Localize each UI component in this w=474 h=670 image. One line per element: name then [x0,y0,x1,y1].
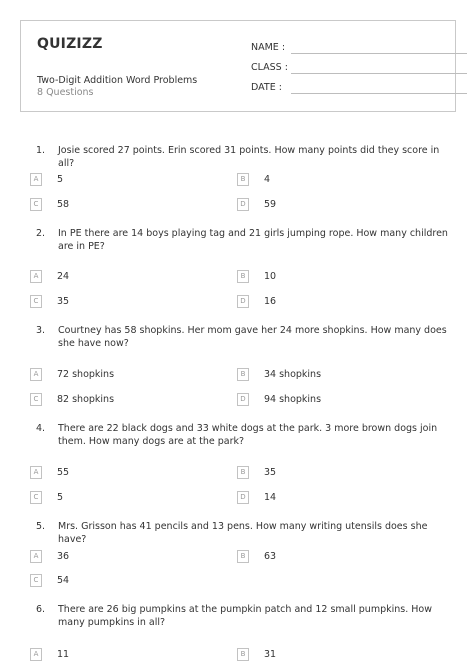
option-letter-box: C [30,295,42,308]
option-letter-box: B [237,270,249,283]
question-text: Mrs. Grisson has 41 pencils and 13 pens. How many writing utensils does she have? [58,521,428,545]
option-text: 4 [264,174,271,185]
option-text: 54 [57,575,70,586]
question-text: There are 22 black dogs and 33 white dogs at the park. 3 more brown dogs join them. How many dogs are at the park? [58,423,438,447]
option-letter-box: A [30,173,42,186]
question-text: Josie scored 27 points. Erin scored 31 points. How many points did they score in all? [58,145,440,169]
question-number: 4. [36,423,46,434]
option-letter-box: C [30,574,42,587]
option-letter-box: A [30,466,42,479]
option-letter-box: D [237,393,249,406]
option-text: 35 [57,296,70,307]
question-number: 3. [36,325,46,336]
option-text: 31 [264,649,277,660]
option-text: 5 [57,492,64,503]
option-letter-box: B [237,368,249,381]
date-label: DATE : [251,82,282,93]
option-letter-box: B [237,648,249,661]
class-label: CLASS : [251,62,288,73]
option-text: 94 shopkins [264,394,322,405]
option-letter-box: D [237,198,249,211]
question-count: 8 Questions [37,87,94,98]
name-label: NAME : [251,42,286,53]
option-text: 11 [57,649,70,660]
question-text: In PE there are 14 boys playing tag and 21 girls jumping rope. How many children are in PE? [58,228,448,252]
option-letter-box: C [30,393,42,406]
question-text: There are 26 big pumpkins at the pumpkin patch and 12 small pumpkins. How many pumpkins in all? [58,604,432,628]
option-text: 63 [264,551,277,562]
option-letter-box: C [30,198,42,211]
option-letter-box: D [237,491,249,504]
question-number: 1. [36,145,46,156]
option-text: 34 shopkins [264,369,322,380]
option-text: 14 [264,492,277,503]
option-text: 5 [57,174,64,185]
quizizz-logo: QUIZIZZ [37,36,103,52]
option-letter-box: B [237,173,249,186]
option-text: 16 [264,296,277,307]
question-number: 6. [36,604,46,615]
name-line[interactable] [291,53,467,54]
option-letter-box: A [30,270,42,283]
option-text: 72 shopkins [57,369,115,380]
class-line[interactable] [291,73,467,74]
option-letter-box: B [237,466,249,479]
option-letter-box: B [237,550,249,563]
option-letter-box: A [30,648,42,661]
option-text: 55 [57,467,70,478]
option-text: 82 shopkins [57,394,115,405]
worksheet-title: Two-Digit Addition Word Problems [37,75,198,86]
option-letter-box: A [30,368,42,381]
question-number: 2. [36,228,46,239]
option-text: 10 [264,271,277,282]
option-text: 36 [57,551,70,562]
question-text: Courtney has 58 shopkins. Her mom gave her 24 more shopkins. How many does she have now? [58,325,447,349]
option-letter-box: C [30,491,42,504]
option-text: 35 [264,467,277,478]
question-number: 5. [36,521,46,532]
option-letter-box: A [30,550,42,563]
option-text: 59 [264,199,277,210]
date-line[interactable] [291,93,467,94]
worksheet-header [20,20,456,112]
option-text: 24 [57,271,70,282]
option-text: 58 [57,199,70,210]
option-letter-box: D [237,295,249,308]
